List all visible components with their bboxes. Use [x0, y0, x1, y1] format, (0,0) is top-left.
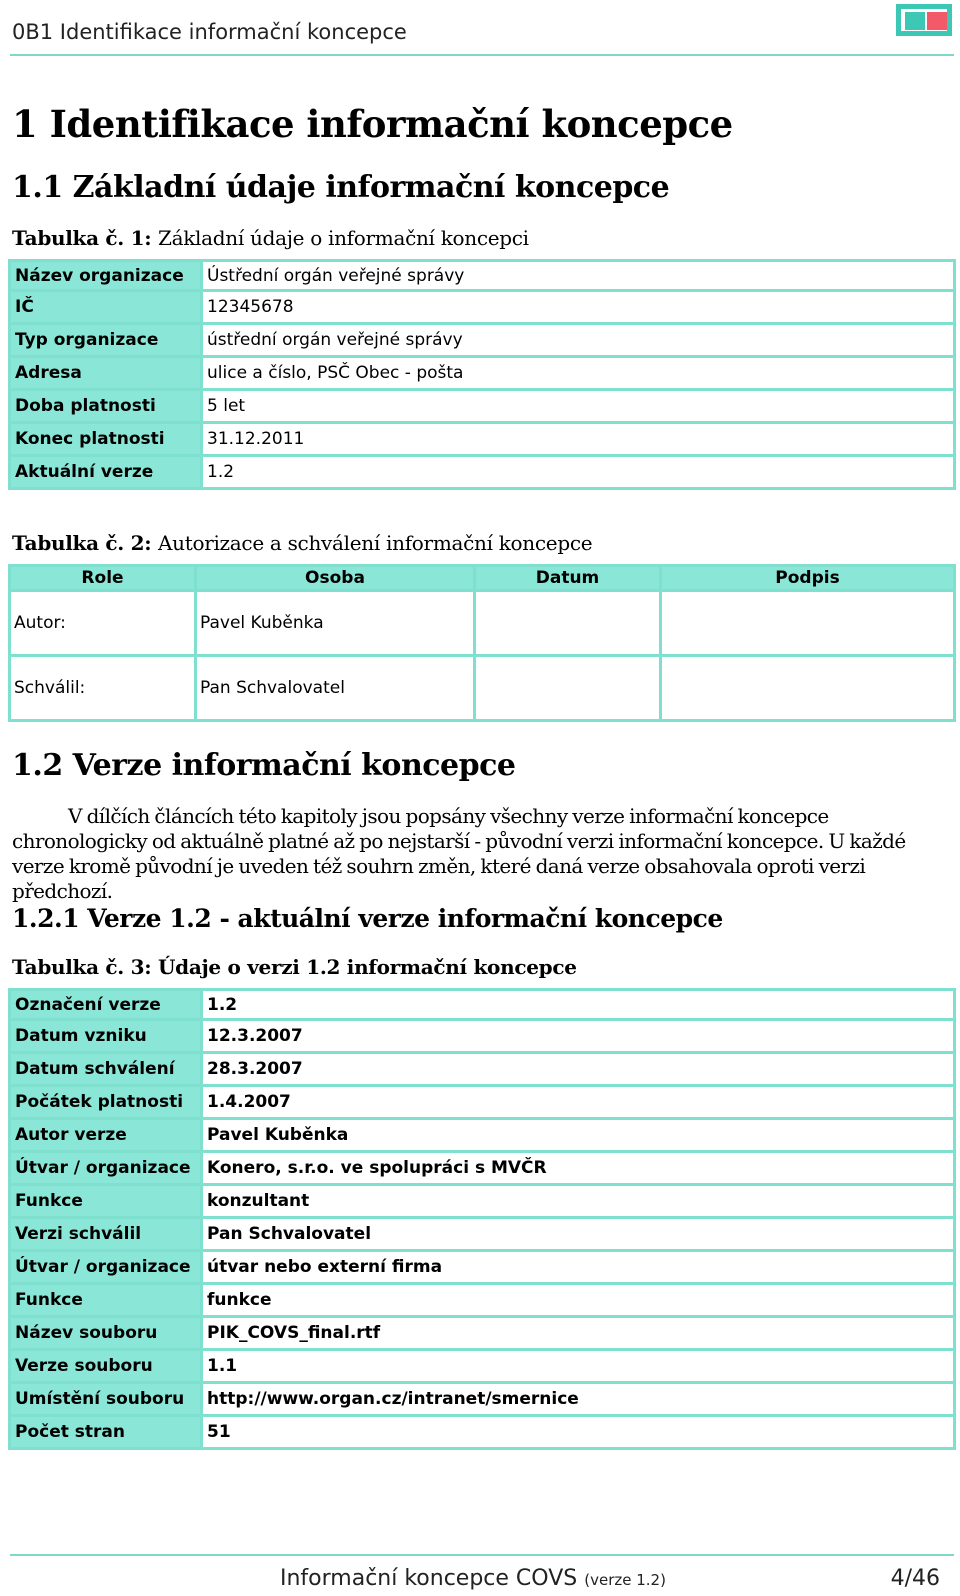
row-value: Ústřední orgán veřejné správy	[200, 259, 956, 292]
table-row	[8, 988, 956, 1021]
row-label: Funkce	[8, 1186, 200, 1219]
table-row	[8, 259, 956, 292]
table-row	[8, 1285, 956, 1318]
authorization-table	[8, 564, 956, 722]
table-row	[8, 325, 956, 358]
row-label: Umístění souboru	[8, 1384, 200, 1417]
table1-caption-text: Základní údaje o informační koncepci	[158, 226, 529, 250]
row-value: 51	[200, 1417, 956, 1450]
table-row	[8, 358, 956, 391]
cell-role: Autor:	[10, 591, 196, 656]
table-row	[8, 1153, 956, 1186]
row-label: Datum schválení	[8, 1054, 200, 1087]
row-value: konzultant	[200, 1186, 956, 1219]
row-label: Funkce	[8, 1285, 200, 1318]
row-label: Počet stran	[8, 1417, 200, 1450]
table-row	[8, 1120, 956, 1153]
row-label: Útvar / organizace	[8, 1153, 200, 1186]
cell-osoba: Pan Schvalovatel	[196, 656, 475, 721]
heading-1-2: 1.2 Verze informační koncepce	[12, 748, 516, 783]
row-value: 1.4.2007	[200, 1087, 956, 1120]
row-label: Doba platnosti	[8, 391, 200, 424]
table2-caption-text: Autorizace a schválení informační koncepce	[158, 531, 593, 555]
table1-caption	[12, 226, 529, 250]
row-value: Pan Schvalovatel	[200, 1219, 956, 1252]
heading-1-1: 1.1 Základní údaje informační koncepce	[12, 170, 670, 205]
col-role: Role	[10, 566, 196, 591]
body-paragraph: V dílčích článcích této kapitoly jsou popsány všechny verze informační koncepce chronologicky od aktuálně platné až po nejstarší - původní verzi informační koncepce. U každé verze kromě původní je uveden též souhrn změn, které daná verze obsahovala oproti verzi předchozí.	[12, 804, 906, 903]
row-value: http://www.organ.cz/intranet/smernice	[200, 1384, 956, 1417]
table3-caption-text: Údaje o verzi 1.2 informační koncepce	[158, 955, 577, 979]
page-header	[10, 12, 954, 56]
table3-caption	[12, 955, 577, 979]
cell-podpis	[661, 591, 955, 656]
row-label: Počátek platnosti	[8, 1087, 200, 1120]
table-row	[8, 1087, 956, 1120]
page-footer	[10, 1554, 954, 1596]
row-value: 1.2	[200, 988, 956, 1021]
row-value: PIK_COVS_final.rtf	[200, 1318, 956, 1351]
col-osoba: Osoba	[196, 566, 475, 591]
row-label: Adresa	[8, 358, 200, 391]
row-value: 5 let	[200, 391, 956, 424]
table-row	[8, 391, 956, 424]
row-label: Autor verze	[8, 1120, 200, 1153]
table-row	[8, 424, 956, 457]
col-datum: Datum	[475, 566, 661, 591]
table-row	[10, 656, 955, 721]
version-info-table	[8, 988, 956, 1450]
cell-podpis	[661, 656, 955, 721]
header-title: 0B1 Identifikace informační koncepce	[12, 20, 407, 44]
row-label: Verzi schválil	[8, 1219, 200, 1252]
cell-role: Schválil:	[10, 656, 196, 721]
row-value: Konero, s.r.o. ve spolupráci s MVČR	[200, 1153, 956, 1186]
table-row	[8, 1384, 956, 1417]
footer-doc-title: Informační koncepce COVS	[280, 1566, 578, 1591]
heading-1: 1 Identifikace informační koncepce	[12, 102, 733, 146]
row-value: 1.2	[200, 457, 956, 490]
row-label: Verze souboru	[8, 1351, 200, 1384]
row-label: IČ	[8, 292, 200, 325]
basic-info-table	[8, 259, 956, 490]
table-row	[8, 1021, 956, 1054]
row-value: útvar nebo externí firma	[200, 1252, 956, 1285]
table-row	[8, 1219, 956, 1252]
footer-version: (verze 1.2)	[584, 1571, 666, 1589]
row-value: 28.3.2007	[200, 1054, 956, 1087]
table-row	[8, 1417, 956, 1450]
cell-datum	[475, 656, 661, 721]
row-label: Název organizace	[8, 259, 200, 292]
row-value: ústřední orgán veřejné správy	[200, 325, 956, 358]
table3-caption-prefix: Tabulka č. 3:	[12, 955, 158, 979]
row-value: 31.12.2011	[200, 424, 956, 457]
logo-icon	[896, 4, 952, 36]
row-label: Typ organizace	[8, 325, 200, 358]
row-value: Pavel Kuběnka	[200, 1120, 956, 1153]
row-label: Útvar / organizace	[8, 1252, 200, 1285]
table-row	[8, 1186, 956, 1219]
table-row	[10, 591, 955, 656]
row-value: 12345678	[200, 292, 956, 325]
table2-caption-prefix: Tabulka č. 2:	[12, 531, 158, 555]
cell-datum	[475, 591, 661, 656]
footer-title	[280, 1566, 666, 1591]
row-value: 12.3.2007	[200, 1021, 956, 1054]
row-label: Datum vzniku	[8, 1021, 200, 1054]
row-label: Konec platnosti	[8, 424, 200, 457]
table2-caption	[12, 531, 592, 555]
table-row	[8, 1252, 956, 1285]
table1-caption-prefix: Tabulka č. 1:	[12, 226, 158, 250]
table-row	[8, 1351, 956, 1384]
page-number: 4/46	[890, 1566, 940, 1591]
col-podpis: Podpis	[661, 566, 955, 591]
row-label: Název souboru	[8, 1318, 200, 1351]
row-value: 1.1	[200, 1351, 956, 1384]
table-row	[8, 1054, 956, 1087]
table-row	[8, 1318, 956, 1351]
row-value: funkce	[200, 1285, 956, 1318]
cell-osoba: Pavel Kuběnka	[196, 591, 475, 656]
table-row	[8, 457, 956, 490]
table-row	[8, 292, 956, 325]
row-label: Označení verze	[8, 988, 200, 1021]
row-label: Aktuální verze	[8, 457, 200, 490]
row-value: ulice a číslo, PSČ Obec - pošta	[200, 358, 956, 391]
heading-1-2-1: 1.2.1 Verze 1.2 - aktuální verze informační koncepce	[12, 904, 723, 933]
